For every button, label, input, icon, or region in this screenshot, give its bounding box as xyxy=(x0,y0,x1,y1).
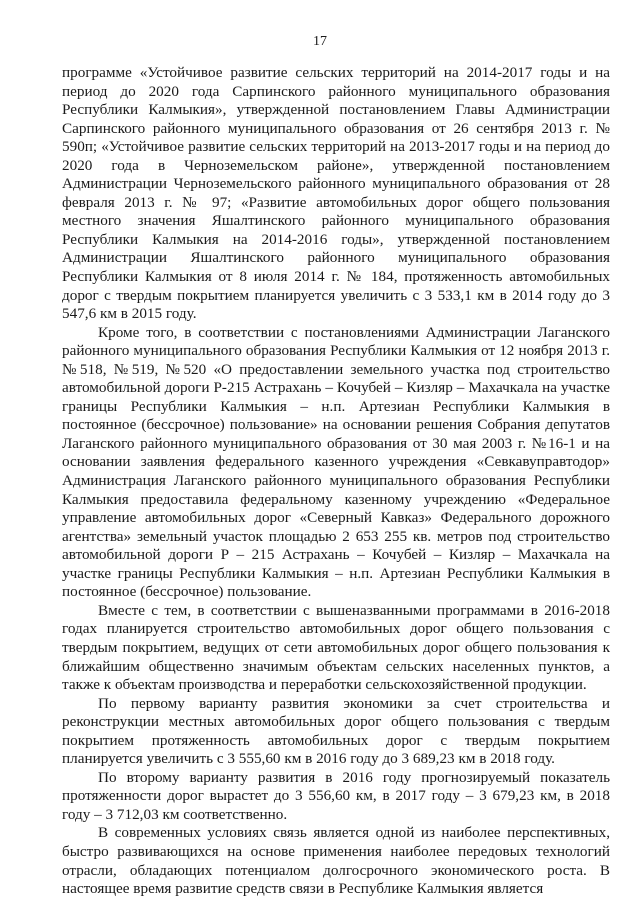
page-number: 17 xyxy=(313,34,327,49)
paragraph-land-allocation: Кроме того, в соответствии с постановлениями Администрации Лаганского районного муниципального образования Республики Калмыкия от 12 ноября 2013 г. №518, №519, №520 «О предоставлении земельного участка под строительство автомобильной дороги Р-215 Астрахань – Кочубей – Кизляр – Махачкала на участке границы Республики Калмыкия – н.п. Артезиан Республики Калмыкия в постоянное (бессрочное) пользование» на основании решения Собрания депутатов Лаганского районного муниципального образования от 30 мая 2003 г. №16-1 и на основании заявления федерального казенного учреждения «Севкавуправтодор» Администрация Лаганского районного муниципального образования Республики Калмыкия предоставила федеральному казенному учреждению «Федеральное управление автомобильных дорог «Северный Кавказ» Федерального дорожного агентства» земельный участок площадью 2 653 255 кв. метров под строительство автомобильной дороги Р – 215 Астрахань – Кочубей – Кизляр – Махачкала на участке границы Республики Калмыкия – н.п. Артезиан Республики Калмыкия в постоянное (бессрочное) пользование. xyxy=(62,323,610,601)
paragraph-communications: В современных условиях связь является одной из наиболее перспективных, быстро развивающихся на основе применения наиболее передовых технологий отрасли, обладающих потенциалом долгосрочного экономического роста. В настоящее время развитие средств связи в Республике Калмыкия является xyxy=(62,824,610,898)
paragraph-planned-construction: Вместе с тем, в соответствии с вышеназванными программами в 2016-2018 годах планируется строительство автомобильных дорог общего пользования с твердым покрытием, ведущих от сети автомобильных дорог общего пользования к ближайшим общественно значимым объектам сельских населенных пунктов, а также к объектам производства и переработки сельскохозяйственной продукции. xyxy=(62,601,610,694)
paragraph-second-scenario: По второму варианту развития в 2016 году прогнозируемый показатель протяженности дорог вырастет до 3 556,60 км, в 2017 году – 3 679,23 км, в 2018 году – 3 712,03 км соответственно. xyxy=(62,768,610,823)
paragraph-continuation: программе «Устойчивое развитие сельских территорий на 2014-2017 годы и на период до 2020 года Сарпинского районного муниципального образования Республики Калмыкия», утвержденной постановлением Главы Администрации Сарпинского районного муниципального образования от 26 сентября 2013 г. № 590п; «Устойчивое развитие сельских территорий на 2013-2017 годы и на период до 2020 года в Черноземельском районе», утвержденной постановлением Администрации Черноземельского районного муниципального образования от 28 февраля 2013 г. № 97; «Развитие автомобильных дорог общего пользования местного значения Яшалтинского районного муниципального образования Республики Калмыкия на 2014-2016 годы», утвержденной постановлением Администрации Яшалтинского районного муниципального образования Республики Калмыкия от 8 июля 2014 г. № 184, протяженность автомобильных дорог с твердым покрытием планируется увеличить с 3 533,1 км в 2014 году до 3 547,6 км в 2015 году. xyxy=(62,64,610,323)
document-body xyxy=(62,64,610,899)
paragraph-first-scenario: По первому варианту развития экономики за счет строительства и реконструкции местных автомобильных дорог общего пользования с твердым покрытием протяженность автомобильных дорог с твердым покрытием планируется увеличить с 3 555,60 км в 2016 году до 3 689,23 км в 2018 году. xyxy=(62,694,610,768)
